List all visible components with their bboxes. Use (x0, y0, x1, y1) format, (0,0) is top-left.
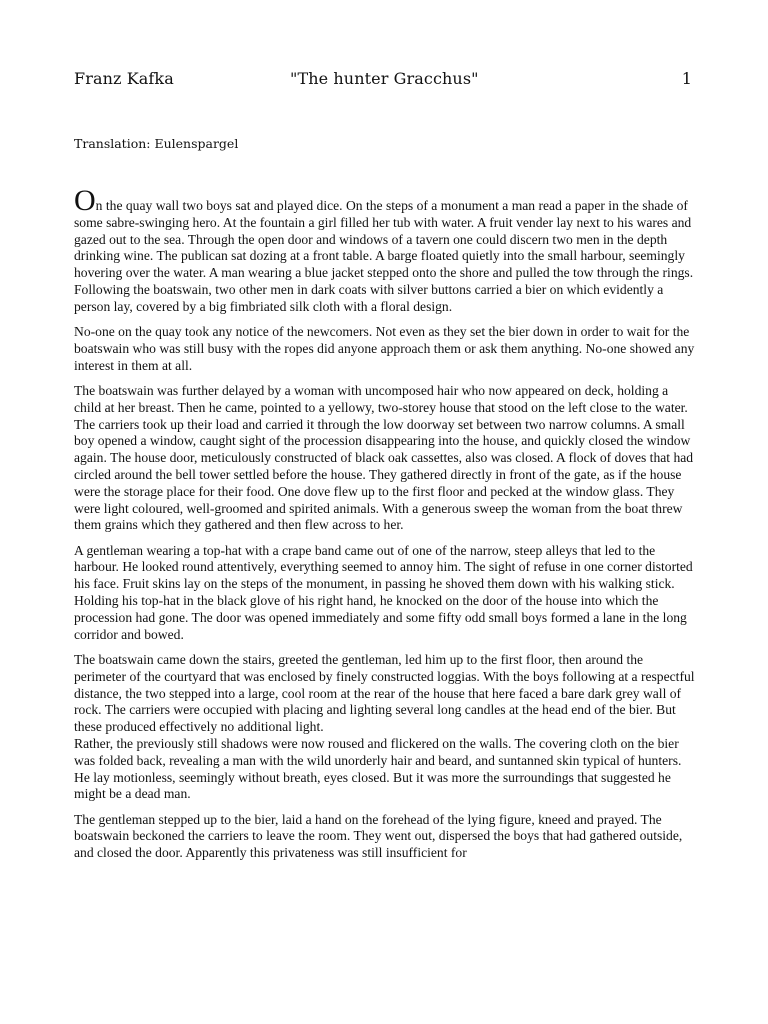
header-page-number: 1 (681, 69, 692, 88)
drop-cap: O (74, 184, 96, 217)
page-header (74, 69, 692, 91)
paragraph-3: The boatswain was further delayed by a woman with uncomposed hair who now appeared on deck, holding a child at her breast. Then he came, pointed to a yellowy, two-storey house that stood on the left close to the water. The carriers took up their load and carried it through the low doorway set between two narrow columns. A small boy opened a window, caught sight of the procession disappearing into the house, and quickly closed the window again. The house door, meticulously constructed of black oak cassettes, also was closed. A flock of doves that had circled around the bell tower settled before the house. They gathered directly in front of the gate, as if the house were the storage place for their food. One dove flew up to the first floor and pecked at the window glass. They were light coloured, well-groomed and spirited animals. With a generous sweep the woman from the boat threw them grains which they gathered and then flew across to her. (74, 382, 694, 533)
header-title: "The hunter Gracchus" (290, 69, 479, 88)
header-author: Franz Kafka (74, 69, 174, 88)
story-body (74, 184, 698, 870)
paragraph-5: The boatswain came down the stairs, greeted the gentleman, led him up to the first floor, then around the perimeter of the courtyard that was enclosed by finely constructed loggias. With the boys following at a respectful distance, the two stepped into a large, cool room at the rear of the house that here faced a bare dark grey wall of rock. The carriers were occupied with placing and lighting several long candles at the head end of the bier. But these produced effectively no additional light. (74, 651, 695, 735)
translation-credit: Translation: Eulenspargel (74, 136, 239, 151)
paragraph-7: The gentleman stepped up to the bier, laid a hand on the forehead of the lying figure, kneed and prayed. The boatswain beckoned the carriers to leave the room. They went out, dispersed the boys that had gathered outside, and closed the door. Apparently this privateness was still insufficient for (74, 811, 683, 861)
paragraph-1 (74, 184, 698, 316)
paragraph-4: A gentleman wearing a top-hat with a crape band came out of one of the narrow, steep alleys that led to the harbour. He looked round attentively, everything seemed to annoy him. The sight of refuse in one corner distorted his face. Fruit skins lay on the steps of the monument, in passing he shoved them down with his walking stick. Holding his top-hat in the black glove of his right hand, he knocked on the door of the house into which the procession had gone. The door was opened immediately and some fifty odd small boys formed a lane in the long corridor and bowed. (74, 542, 693, 642)
paragraph-6: Rather, the previously still shadows were now roused and flickered on the walls. The covering cloth on the bier was folded back, revealing a man with the wild unorderly hair and beard, and suntanned skin typical of hunters. He lay motionless, seemingly without breath, eyes closed. But it was more the surroundings that suggested he might be a dead man. (74, 735, 682, 802)
document-page (74, 0, 696, 1024)
paragraph-text: n the quay wall two boys sat and played dice. On the steps of a monument a man read a paper in the shade of some sabre-swinging hero. At the fountain a girl filled her tub with water. A fruit vender lay next to his wares and gazed out to the sea. Through the open door and windows of a tavern one could discern two men in the depth drinking wine. The publican sat dozing at a front table. A barge floated quietly into the small harbour, seemingly hovering over the water. A man wearing a blue jacket stepped onto the shore and pulled the tow through the rings. Following the boatswain, two other men in dark coats with silver buttons carried a bier on which evidently a person lay, covered by a big fimbriated silk cloth with a floral design. (74, 198, 694, 314)
paragraph-2: No-one on the quay took any notice of the newcomers. Not even as they set the bier down in order to wait for the boatswain who was still busy with the ropes did anyone approach them or ask them anything. No-one showed any interest in them at all. (74, 324, 695, 373)
